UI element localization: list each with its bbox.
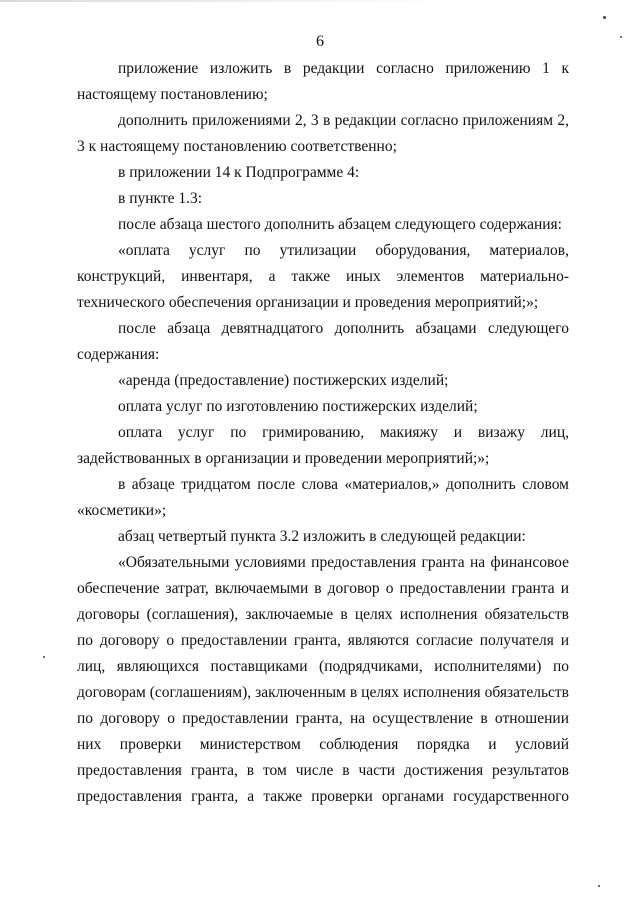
scan-edge: [0, 0, 640, 2]
document-body: [77, 56, 569, 810]
scan-speck: [598, 885, 600, 887]
paragraph: «оплата услуг по утилизации оборудования, материалов, конструкций, инвентаря, а также иных элементов материально-технического обеспечения организации и проведения мероприятий;»;: [77, 242, 569, 311]
paragraph: оплата услуг по изготовлению постижерских изделий;: [118, 398, 478, 415]
paragraph: после абзаца девятнадцатого дополнить абзацами следующего содержания:: [77, 320, 569, 363]
paragraph: оплата услуг по гримированию, макияжу и визажу лиц, задействованных в организации и проведении мероприятий;»;: [77, 424, 569, 467]
paragraph: «Обязательными условиями предоставления гранта на финансовое обеспечение затрат, включаемыми в договор о предоставлении гранта и договоры (соглашения), заключаемые в целях исполнения обязательств по договору о предоставлении гранта, являются согласие получателя и лиц, являющихся поставщиками (подрядчиками, исполнителями) по договорам (соглашениям), заключенным в целях исполнения обязательств по договору о предоставлении гранта, на осуществление в отношении них проверки министерством соблюдения порядка и условий предоставления гранта, в том числе в части достижения результатов предоставления гранта, а также проверки органами государственного: [77, 554, 569, 805]
paragraph: «аренда (предоставление) постижерских изделий;: [118, 372, 449, 389]
paragraph: после абзаца шестого дополнить абзацем следующего содержания:: [118, 216, 562, 233]
scan-speck: [603, 16, 606, 19]
scan-speck: [43, 656, 45, 658]
scan-speck: [620, 36, 622, 38]
paragraph: в абзаце тридцатом после слова «материалов,» дополнить словом «косметики»;: [77, 476, 569, 519]
paragraph: приложение изложить в редакции согласно приложению 1 к настоящему постановлению;: [77, 60, 569, 103]
paragraph: абзац четвертый пункта 3.2 изложить в следующей редакции:: [118, 528, 526, 545]
page-number: 6: [316, 33, 324, 50]
paragraph: дополнить приложениями 2, 3 в редакции согласно приложениям 2, 3 к настоящему постановлению соответственно;: [77, 112, 569, 155]
paragraph: в пункте 1.3:: [118, 190, 203, 207]
paragraph: в приложении 14 к Подпрограмме 4:: [118, 164, 360, 181]
